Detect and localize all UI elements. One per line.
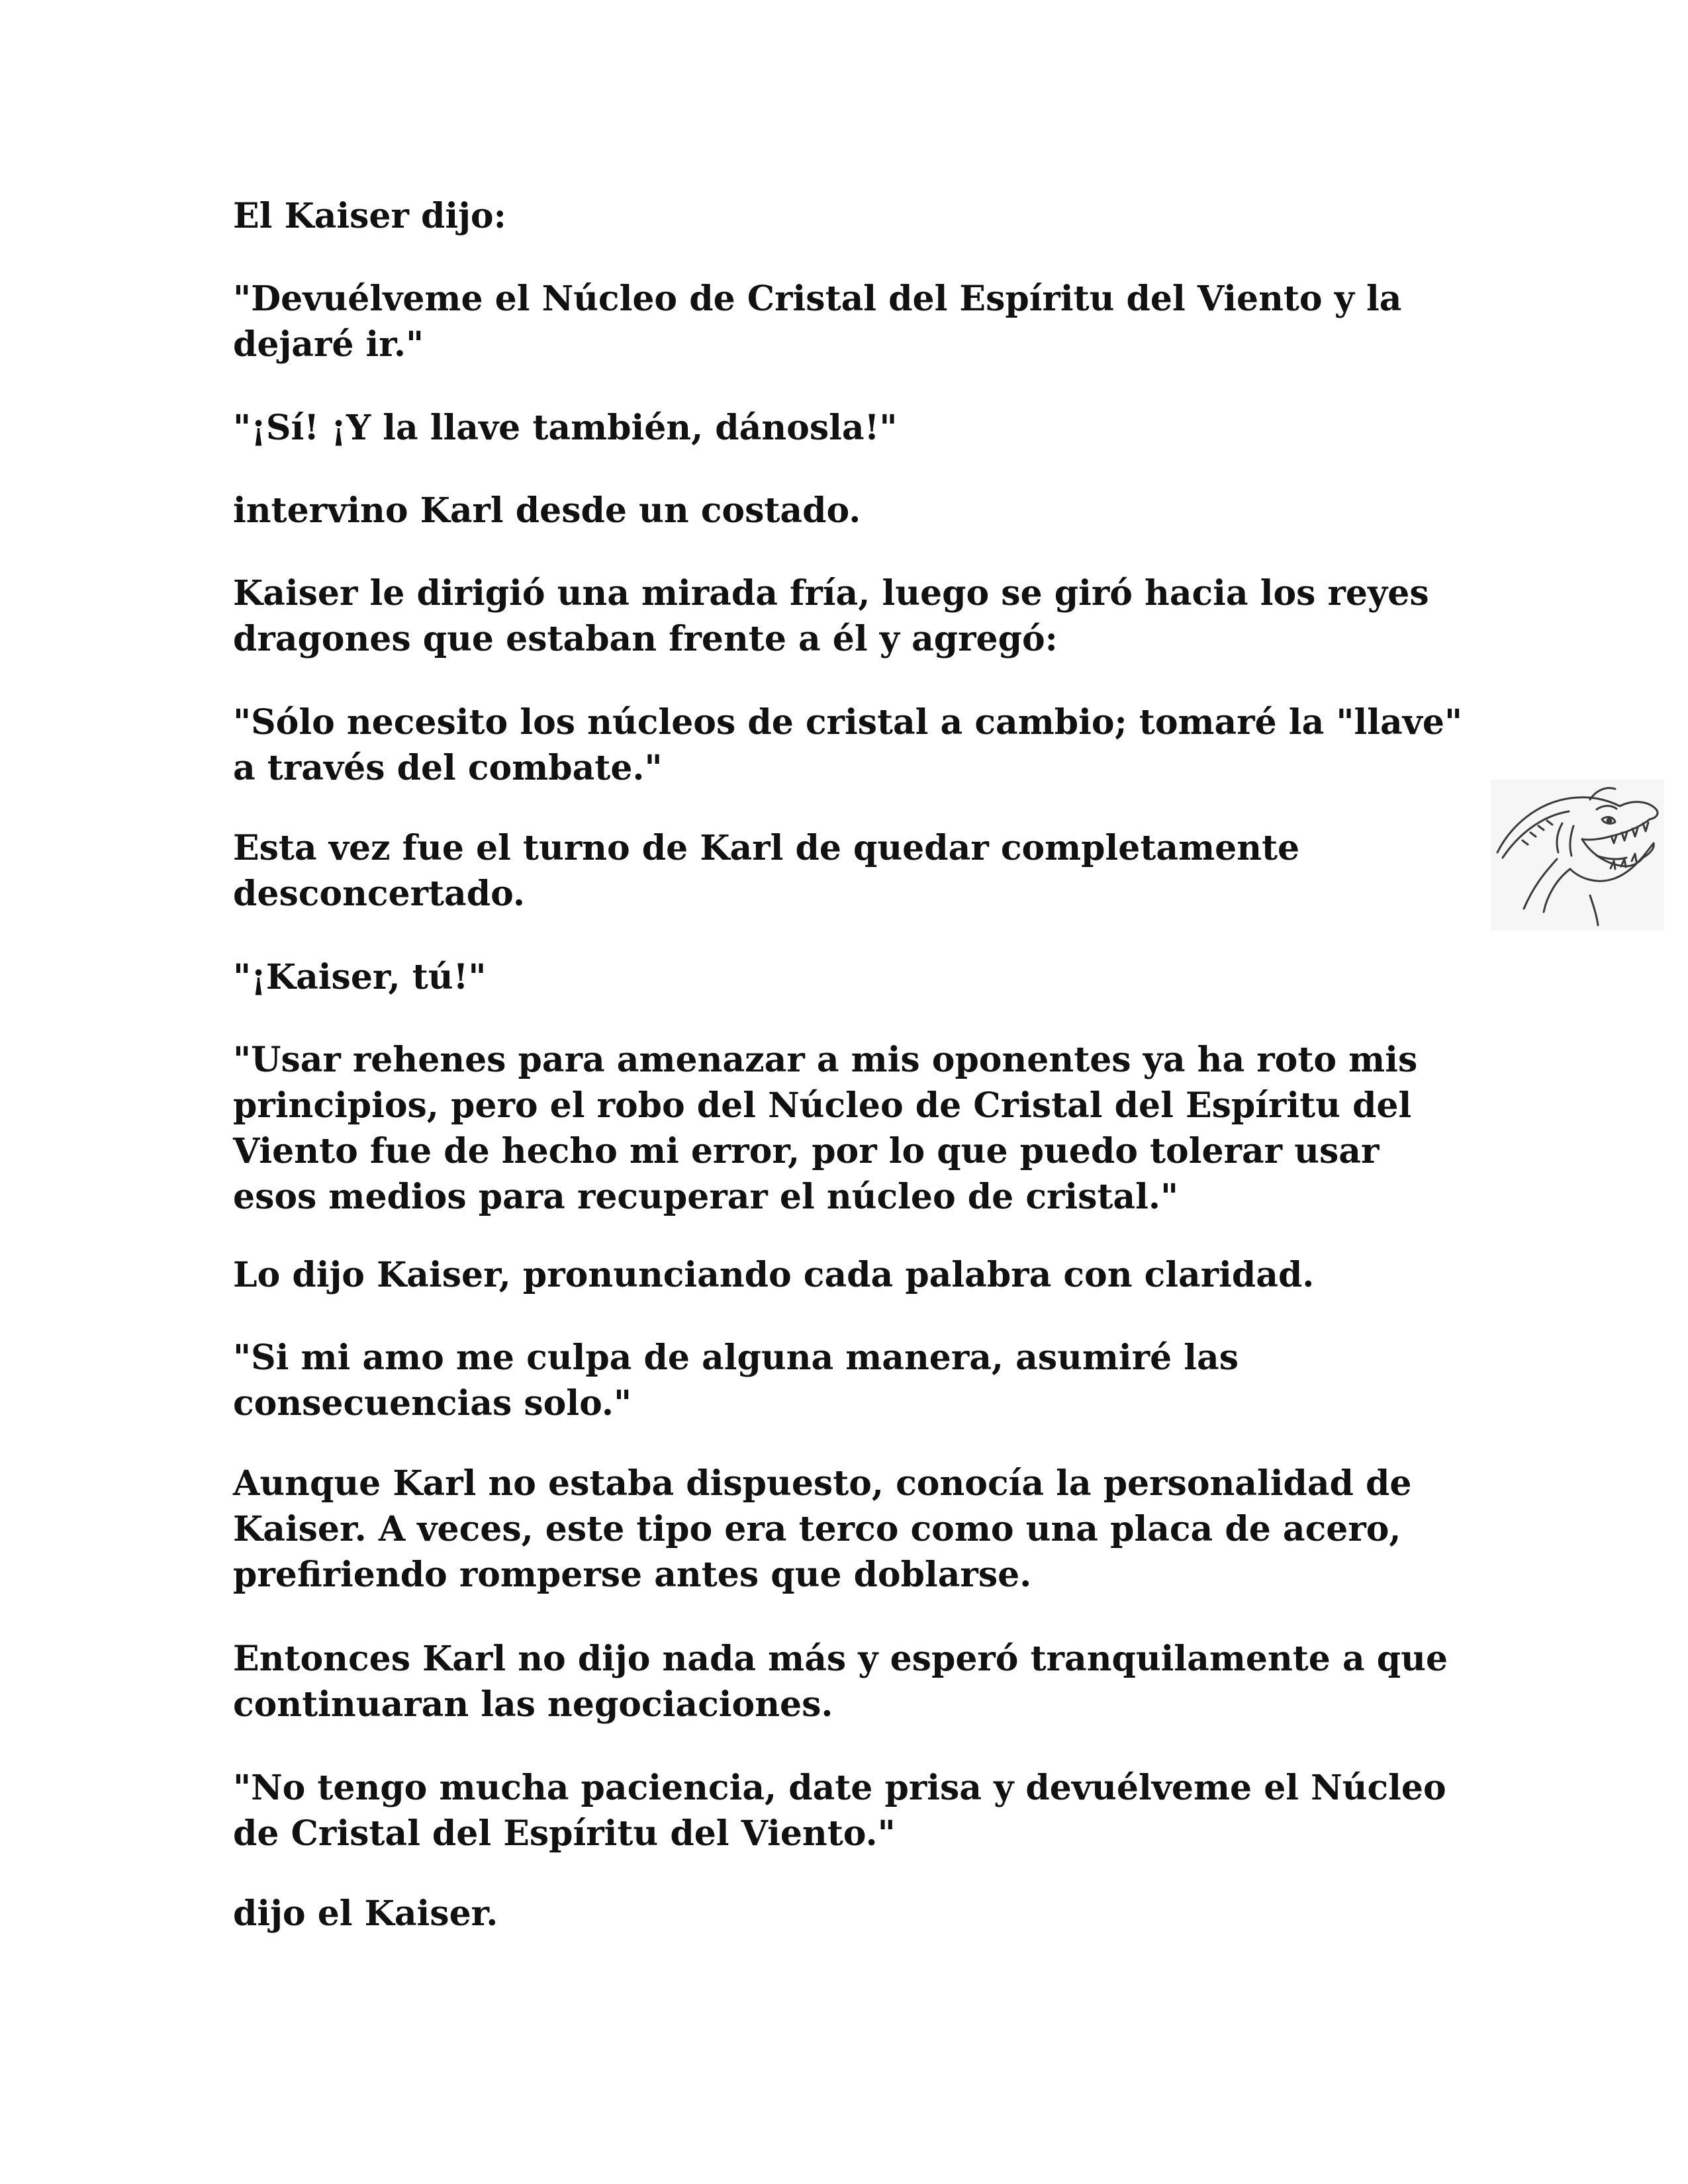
paragraph-9: "Usar rehenes para amenazar a mis oponentes ya ha roto mis principios, pero el robo del Núcleo de Cristal del Espíritu del Viento fue de hecho mi error, por lo que puedo tolerar usar esos medios para recuperar el núcleo de cristal.": [233, 1040, 1418, 1217]
paragraph-7: Esta vez fue el turno de Karl de quedar completamente desconcertado.: [233, 828, 1300, 914]
paragraph-4: intervino Karl desde un costado.: [233, 490, 861, 531]
dragon-head-sketch-icon: [1491, 780, 1664, 931]
paragraph-3: "¡Sí! ¡Y la llave también, dánosla!": [233, 408, 898, 448]
paragraph-15: dijo el Kaiser.: [233, 1893, 498, 1934]
paragraph-13: Entonces Karl no dijo nada más y esperó tranquilamente a que continuaran las negociaciones.: [233, 1639, 1448, 1725]
paragraph-6: "Sólo necesito los núcleos de cristal a cambio; tomaré la "llave" a través del combate.": [233, 702, 1463, 788]
paragraph-10: Lo dijo Kaiser, pronunciando cada palabra con claridad.: [233, 1255, 1315, 1295]
paragraph-5: Kaiser le dirigió una mirada fría, luego se giró hacia los reyes dragones que estaban frente a él y agregó:: [233, 573, 1429, 659]
paragraph-11: "Si mi amo me culpa de alguna manera, asumiré las consecuencias solo.": [233, 1338, 1239, 1424]
paragraph-14: "No tengo mucha paciencia, date prisa y devuélveme el Núcleo de Cristal del Espíritu del Viento.": [233, 1768, 1446, 1854]
paragraph-1: El Kaiser dijo:: [233, 196, 506, 236]
paragraph-8: "¡Kaiser, tú!": [233, 957, 487, 997]
paragraph-2: "Devuélveme el Núcleo de Cristal del Espíritu del Viento y la dejaré ir.": [233, 279, 1402, 365]
paragraph-12: Aunque Karl no estaba dispuesto, conocía la personalidad de Kaiser. A veces, este tipo era terco como una placa de acero, prefiriendo romperse antes que doblarse.: [233, 1463, 1412, 1595]
